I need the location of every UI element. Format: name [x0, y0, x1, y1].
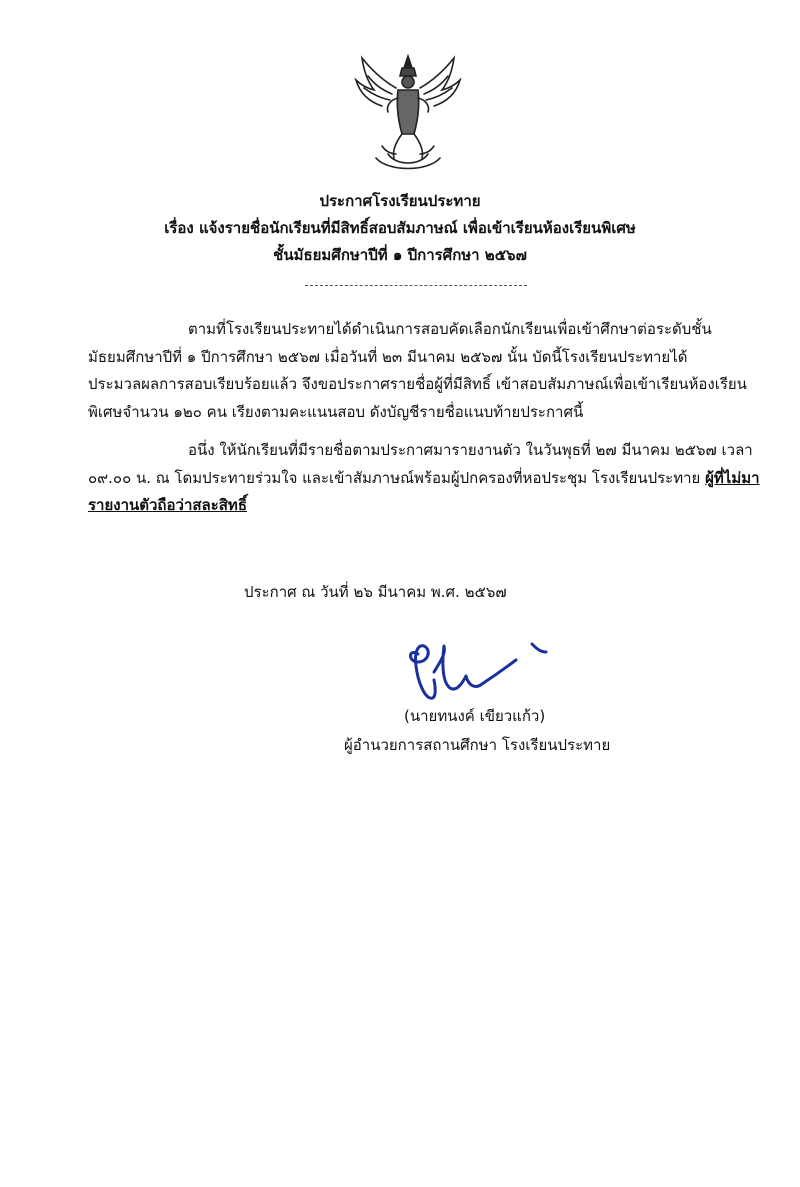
paragraph-line [88, 465, 780, 493]
paragraph-line: พิเศษจำนวน ๑๒๐ คน เรียงตามคะแนนสอบ ดังบัญชีรายชื่อแนบท้ายประกาศนี้ [88, 402, 584, 421]
garuda-emblem-icon [352, 54, 464, 172]
forfeit-warning-start: ผู้ที่ไม่มา [705, 468, 760, 487]
paragraph-line: ตามที่โรงเรียนประทายได้ดำเนินการสอบคัดเลือกนักเรียนเพื่อเข้าศึกษาต่อระดับชั้น [188, 320, 712, 338]
paragraph-line: มัธยมศึกษาปีที่ ๑ ปีการศึกษา ๒๕๖๗ เมื่อวันที่ ๒๓ มีนาคม ๒๕๖๗ นั้น บัดนี้โรงเรียนประทายได้ [88, 347, 688, 366]
header-divider [305, 285, 527, 286]
announcement-header [0, 188, 800, 269]
paragraph-text: ๐๙.๐๐ น. ณ โดมประทายร่วมใจ และเข้าสัมภาษณ์พร้อมผู้ปกครองที่หอประชุม โรงเรียนประทาย [88, 468, 706, 487]
signer-position: ผู้อำนวยการสถานศึกษา โรงเรียนประทาย [344, 736, 611, 754]
announcement-subject: เรื่อง แจ้งรายชื่อนักเรียนที่มีสิทธิ์สอบสัมภาษณ์ เพื่อเข้าเรียนห้องเรียนพิเศษ [164, 219, 636, 237]
announcement-date: ประกาศ ณ วันที่ ๒๖ มีนาคม พ.ศ. ๒๕๖๗ [244, 583, 507, 601]
paragraph-line: อนึ่ง ให้นักเรียนที่มีรายชื่อตามประกาศมารายงานตัว ในวันพุธที่ ๒๗ มีนาคม ๒๕๖๗ เวลา [188, 441, 753, 459]
announcement-grade-year: ชั้นมัธยมศึกษาปีที่ ๑ ปีการศึกษา ๒๕๖๗ [273, 246, 527, 264]
paragraph-exam-results [88, 316, 780, 426]
signer-name: (นายทนงค์ เขียวแก้ว) [404, 707, 546, 725]
paragraph-line: ประมวลผลการสอบเรียบร้อยแล้ว จึงขอประกาศรายชื่อผู้ที่มีสิทธิ์ เข้าสอบสัมภาษณ์เพื่อเข้าเรียนห้องเรียน [88, 375, 747, 393]
forfeit-warning-end: รายงานตัวถือว่าสละสิทธิ์ [88, 496, 247, 514]
paragraph-report-instructions [88, 437, 780, 520]
announcement-title: ประกาศโรงเรียนประทาย [319, 192, 481, 210]
handwritten-signature-icon [404, 632, 552, 704]
